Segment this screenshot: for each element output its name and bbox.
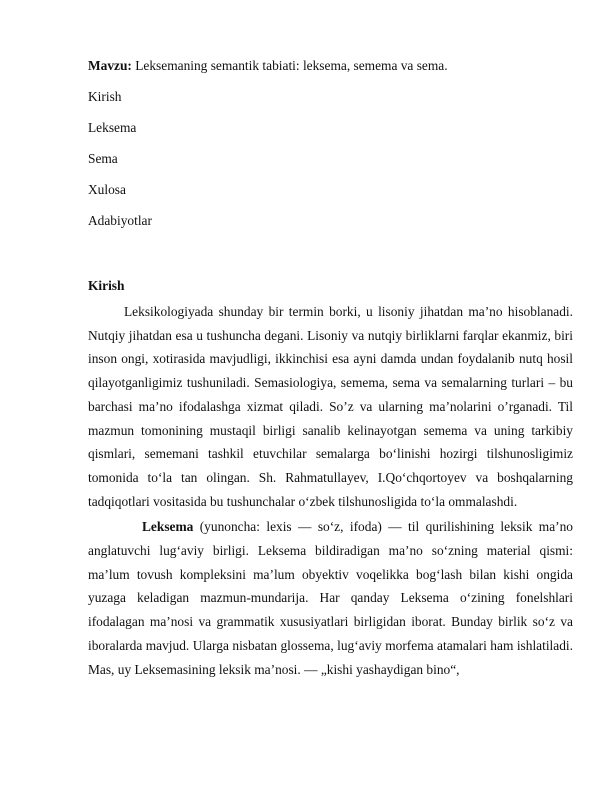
toc-item-sema: Sema — [88, 151, 118, 166]
document-page — [88, 56, 573, 681]
section-heading-kirish: Kirish — [88, 278, 125, 293]
table-of-contents — [88, 87, 573, 231]
leksema-paragraph — [88, 515, 573, 681]
topic-text: Leksemaning semantik tabiati: leksema, semema va sema. — [131, 58, 448, 73]
toc-item-kirish: Kirish — [88, 89, 122, 104]
toc-item-leksema: Leksema — [88, 120, 137, 135]
leksema-term: Leksema — [142, 519, 194, 535]
toc-item-xulosa: Xulosa — [88, 182, 126, 197]
topic-label: Mavzu: — [88, 58, 132, 73]
toc-item-adabiyotlar: Adabiyotlar — [88, 213, 152, 228]
intro-paragraph: Leksikologiyada shunday bir termin borki, u lisoniy jihatdan ma’no hisoblanadi. Nutqiy jihatdan esa u tushuncha degani. Lisoniy va nutqiy birliklarni farqlar ekanmiz, biri inson ongi, xotirasida mavjudligi, ikkinchisi esa ayni damda undan foydalanib nutq hosil qilayotganligimiz tushuniladi. Semasiologiya, semema, sema va semalarning turlari – bu barchasi ma’no ifodalashga xizmat qiladi. So’z va ularning ma’nolarini o’rganadi. Til mazmun tomonining mustaqil birligi sanalib kelinayotgan semema va uning tarkibiy qismlari, sememani tashkil etuvchilar semalarga bo‘linishi hozirgi tilshunosligimiz tomonida to‘la tan olingan. Sh. Rahmatullayev, I.Qo‘chqortoyev va boshqalarning tadqiqotlari vositasida bu tushunchalar o‘zbek tilshunosligida to‘la ommalashdi. — [88, 304, 573, 509]
leksema-text: (yunoncha: lexis — so‘z, ifoda) — til qurilishining leksik ma’no anglatuvchi lug‘aviy birligi. Leksema bildiradigan ma’no so‘zning material qismi: ma’lum tovush kompleksini ma’lum obyektiv voqelikka bog‘lash bilan kishi ongida yuzaga keladigan mazmun-mundarija. Har qanday Leksema o‘zining fonelshlari ifodalagan ma’nosi va grammatik xususiyatlari birligidan iborat. Bunday birlik so‘z va iboralarda mavjud. Ularga nisbatan glossema, lug‘aviy morfema atamalari ham ishlatiladi. Mas, uy Leksemasining leksik ma’nosi. — „kishi yashaydigan bino“, — [88, 519, 573, 677]
topic-line — [88, 56, 573, 76]
